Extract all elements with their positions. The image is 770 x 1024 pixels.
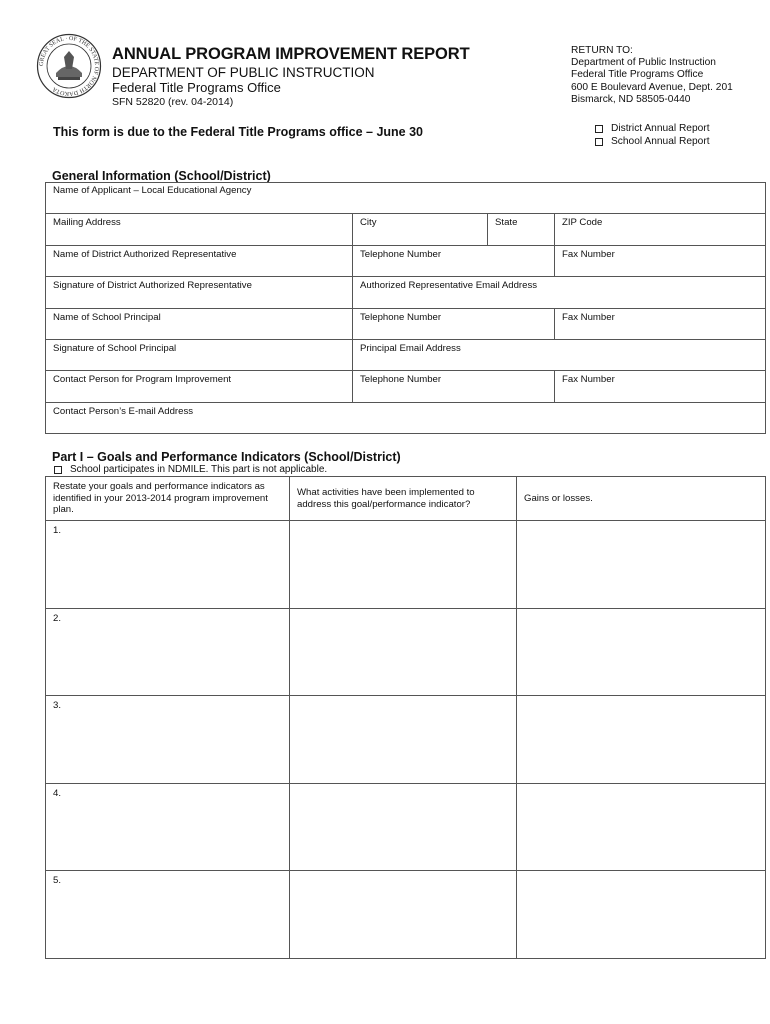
school-report-option[interactable] — [595, 136, 710, 149]
school-report-label: School Annual Report — [611, 135, 710, 147]
activities-cell[interactable] — [290, 696, 517, 784]
return-line: 600 E Boulevard Avenue, Dept. 201 — [571, 81, 733, 93]
gains-cell[interactable] — [517, 521, 766, 609]
goals-table — [45, 476, 766, 959]
contact-name-field[interactable]: Contact Person for Program Improvement — [46, 371, 353, 402]
goal-cell[interactable]: 5. — [46, 871, 290, 959]
general-info-table — [45, 182, 766, 434]
activities-cell[interactable] — [290, 871, 517, 959]
part1-heading: Part I – Goals and Performance Indicators (School/District) — [52, 450, 401, 464]
district-rep-fax-field[interactable]: Fax Number — [555, 245, 766, 276]
mailing-address-field[interactable]: Mailing Address — [46, 214, 353, 245]
school-report-checkbox[interactable] — [595, 138, 603, 146]
ndmile-label: School participates in NDMILE. This part is not applicable. — [70, 464, 328, 475]
report-type-options — [595, 123, 710, 148]
principal-signature-field[interactable]: Signature of School Principal — [46, 339, 353, 370]
gains-column-header: Gains or losses. — [517, 477, 766, 521]
gains-cell[interactable] — [517, 696, 766, 784]
goal-cell[interactable]: 1. — [46, 521, 290, 609]
goals-column-header: Restate your goals and performance indicators as identified in your 2013-2014 program improvement plan. — [46, 477, 290, 521]
goal-row — [46, 871, 766, 959]
due-notice: This form is due to the Federal Title Programs office – June 30 — [53, 125, 424, 139]
ndmile-checkbox[interactable] — [54, 466, 62, 474]
goal-cell[interactable]: 3. — [46, 696, 290, 784]
zip-field[interactable]: ZIP Code — [555, 214, 766, 245]
office-name: Federal Title Programs Office — [112, 80, 281, 95]
gains-cell[interactable] — [517, 783, 766, 871]
return-label: RETURN TO: — [571, 45, 633, 56]
form-title: ANNUAL PROGRAM IMPROVEMENT REPORT — [112, 45, 470, 63]
return-address — [571, 45, 733, 106]
department-name: DEPARTMENT OF PUBLIC INSTRUCTION — [112, 65, 375, 80]
district-report-label: District Annual Report — [611, 123, 710, 134]
principal-name-field[interactable]: Name of School Principal — [46, 308, 353, 339]
return-line: Department of Public Instruction — [571, 57, 716, 69]
state-field[interactable]: State — [488, 214, 555, 245]
city-field[interactable]: City — [353, 214, 488, 245]
activities-cell[interactable] — [290, 608, 517, 696]
district-rep-name-field[interactable]: Name of District Authorized Representative — [46, 245, 353, 276]
goal-row — [46, 608, 766, 696]
goal-row — [46, 521, 766, 609]
principal-email-field[interactable]: Principal Email Address — [353, 339, 766, 370]
district-rep-phone-field[interactable]: Telephone Number — [353, 245, 555, 276]
goal-cell[interactable]: 2. — [46, 608, 290, 696]
ndmile-option[interactable] — [54, 464, 327, 475]
contact-email-field[interactable]: Contact Person’s E-mail Address — [46, 402, 766, 433]
district-report-checkbox[interactable] — [595, 125, 603, 133]
applicant-field[interactable]: Name of Applicant – Local Educational Agency — [46, 183, 766, 214]
return-line: Federal Title Programs Office — [571, 69, 704, 81]
gains-cell[interactable] — [517, 608, 766, 696]
form-number: SFN 52820 (rev. 04-2014) — [112, 96, 234, 108]
district-report-option[interactable] — [595, 123, 710, 136]
activities-cell[interactable] — [290, 783, 517, 871]
goal-cell[interactable]: 4. — [46, 783, 290, 871]
goal-row — [46, 783, 766, 871]
gains-cell[interactable] — [517, 871, 766, 959]
state-seal-logo — [36, 33, 102, 99]
district-rep-email-field[interactable]: Authorized Representative Email Address — [353, 277, 766, 308]
general-info-heading: General Information (School/District) — [52, 169, 271, 183]
principal-phone-field[interactable]: Telephone Number — [353, 308, 555, 339]
activities-column-header: What activities have been implemented to address this goal/performance indicator? — [290, 477, 517, 521]
svg-text:GREAT SEAL · OF THE STATE OF N: GREAT SEAL · OF THE STATE OF NORTH DAKOTA — [38, 35, 100, 97]
contact-phone-field[interactable]: Telephone Number — [353, 371, 555, 402]
principal-fax-field[interactable]: Fax Number — [555, 308, 766, 339]
goal-row — [46, 696, 766, 784]
district-rep-signature-field[interactable]: Signature of District Authorized Representative — [46, 277, 353, 308]
activities-cell[interactable] — [290, 521, 517, 609]
return-line: Bismarck, ND 58505-0440 — [571, 93, 691, 105]
contact-fax-field[interactable]: Fax Number — [555, 371, 766, 402]
